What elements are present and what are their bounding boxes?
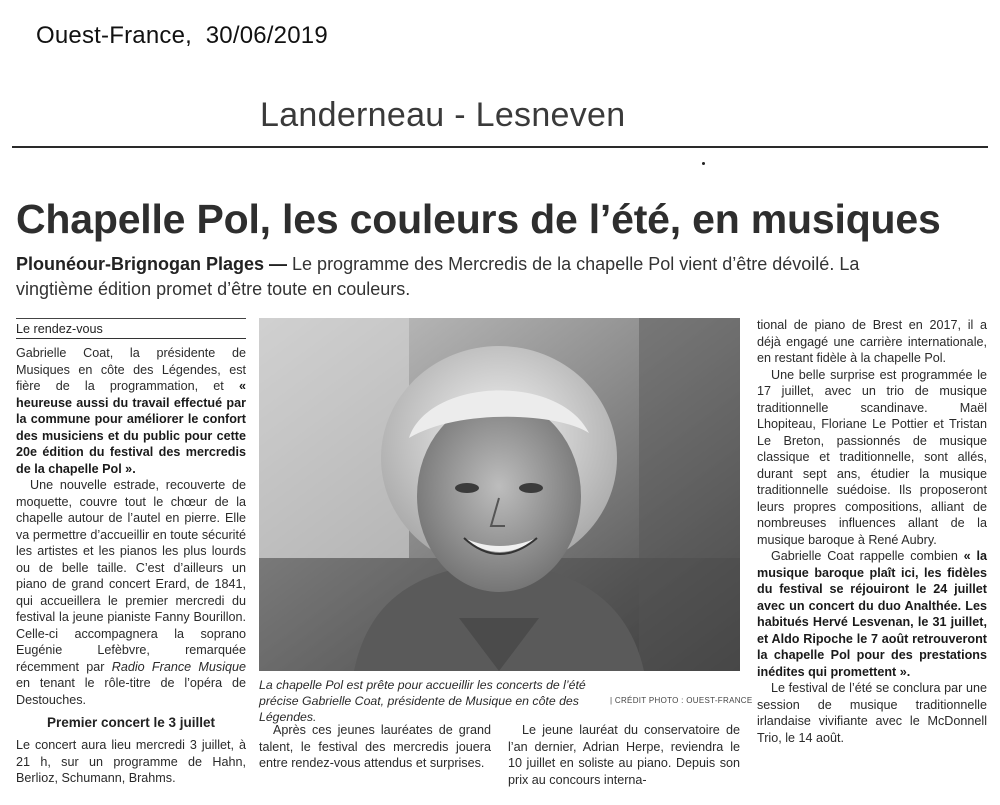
paragraph-1 [16,345,246,477]
box-top-rule [16,318,246,319]
dateline: Plounéour-Brignogan Plages — [16,254,288,274]
photo-caption: La chapelle Pol est prête pour accueillir les concerts de l’été précise Gabrielle Coat, présidente de Musique en côte des Légendes. [259,678,586,724]
standfirst-text: Le programme des Mercredis de la chapelle Pol vient d’être dévoilé. La vingtième édition promet d’être toute en couleurs. [16,254,860,299]
paragraph-1-text: Gabrielle Coat, la présidente de Musiques en côte des Légendes, est fière de la programmation, et [16,346,246,393]
section-rule [12,146,988,148]
newspaper-name: Ouest-France, [36,22,192,49]
paragraph-7-quote: « la musique baroque plaît ici, les fidèles du festival se réjouiront le 24 juillet avec un concert du duo Analthée. Les habitués Hervé Lesvenan, le 31 juillet, et Aldo Ripoche le 7 août retrouveront la chapelle Pol pour des prestations inédites qui promettent ». [757,549,987,679]
column-4 [757,317,987,746]
source-line [36,22,328,50]
article-photo [259,318,740,671]
paragraph-7-text: Gabrielle Coat rappelle combien [771,549,964,563]
section-title: Landerneau - Lesneven [260,96,626,134]
column-3 [508,722,740,788]
paragraph-2 [16,477,246,708]
radio-name: Radio France Musique [111,659,247,674]
subheading: Premier concert le 3 juillet [46,715,216,730]
photo-credit: | CRÉDIT PHOTO : OUEST-FRANCE [610,696,753,705]
article-headline: Chapelle Pol, les couleurs de l’été, en musiques [16,196,941,242]
paragraph-3: Le concert aura lieu mercredi 3 juillet, à 21 h, sur un programme de Hahn, Berlioz, Schumann, Brahms. [16,738,246,785]
publication-date: 30/06/2019 [205,22,328,49]
box-label: Le rendez-vous [16,322,246,339]
paragraph-2-text: Une nouvelle estrade, recouverte de moquette, couvre tout le chœur de la chapelle autour de l’autel en pierre. Elle va permettre d’accueillir en toute sécurité les artistes et les pianos les plus lourds ou de belle taille. C’est d’ailleurs un piano de grand concert Erard, de 1841, qui accueillera le premier mercredi du festival la jeune pianiste Fanny Bourillon. Celle-ci accompagnera la soprano Eugénie Lefèbvre, remarquée récemment par [16,478,246,674]
portrait-illustration [259,318,740,671]
article-standfirst [16,252,896,302]
paragraph-5-continued: tional de piano de Brest en 2017, il a déjà engagé une carrière internationale, en restant fidèle à la chapelle Pol. [757,318,987,365]
paragraph-7 [757,548,987,680]
column-1-continued [16,737,246,787]
paragraph-1-quote: « heureuse aussi du travail effectué par la commune pour améliorer le confort des musiciens et du public pour cette 20e édition du festival des mercredis de la chapelle Pol ». [16,379,246,476]
paragraph-2-end: en tenant le rôle-titre de l’opéra de Destouches. [16,676,246,707]
print-speck [702,162,705,165]
paragraph-4: Après ces jeunes lauréates de grand talent, le festival des mercredis jouera entre rendez-vous attendus et surprises. [259,723,491,770]
paragraph-5: Le jeune lauréat du conservatoire de l’an dernier, Adrian Herpe, reviendra le 10 juillet en soliste au piano. Depuis son prix au concours interna- [508,723,740,787]
paragraph-8: Le festival de l’été se conclura par une session de musique traditionnelle irlandaise vivifiante avec le McDonnell Trio, le 14 août. [757,681,987,745]
paragraph-6: Une belle surprise est programmée le 17 juillet, avec un trio de musique traditionnelle scandinave. Maël Lhopiteau, Floriane Le Pottier et Tristan Le Breton, passionnés de musique classique et traditionnelle, sont allés, durant sept ans, étudier la musique traditionnelle suédoise. Ils proposeront leurs propres compositions, alliant de nombreuses influences allant de la musique baroque à René Aubry. [757,367,987,547]
column-2 [259,722,491,772]
column-1 [16,345,246,708]
